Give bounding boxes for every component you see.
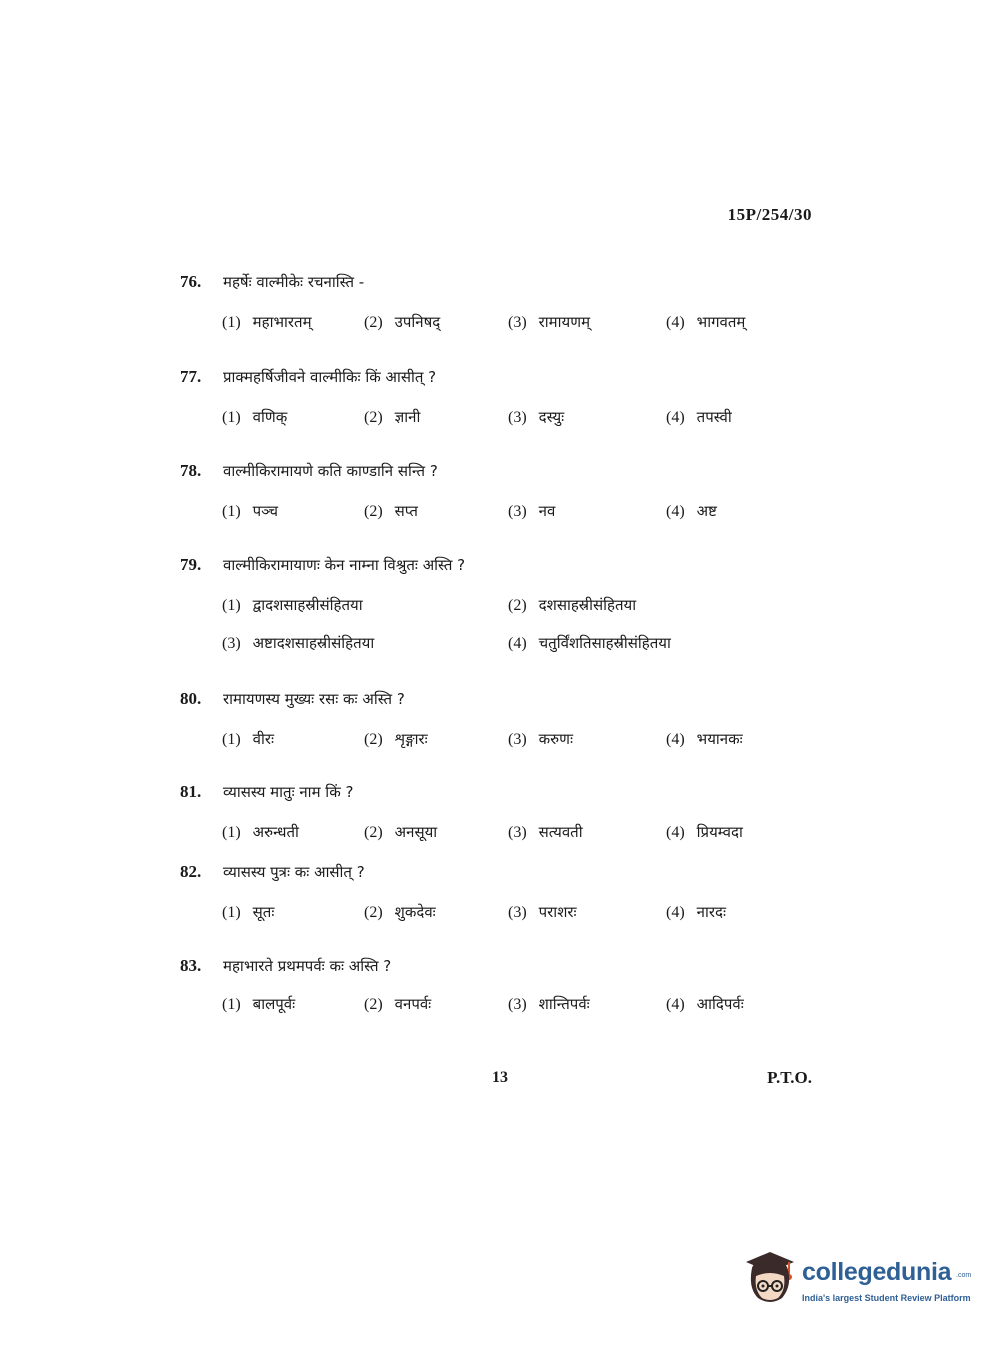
question-77	[180, 367, 820, 426]
option-number: (1)	[222, 409, 241, 426]
question-76	[180, 272, 820, 331]
option-2	[508, 595, 636, 615]
question-text: वाल्मीकिरामायाणः केन नाम्ना विश्रुतः अस्ति ?	[223, 556, 466, 574]
option-1	[222, 407, 287, 427]
option-2	[364, 902, 436, 922]
option-number: (2)	[364, 996, 383, 1013]
option-3	[508, 501, 555, 521]
option-2	[364, 994, 431, 1014]
option-text: वनपर्वः	[394, 995, 432, 1013]
option-number: (3)	[222, 635, 241, 652]
question-number: 78.	[180, 461, 202, 480]
option-text: आदिपर्वः	[696, 995, 744, 1013]
option-3	[508, 822, 583, 842]
option-number: (2)	[364, 824, 383, 841]
option-text: दस्युः	[538, 408, 565, 426]
option-text: उपनिषद्	[394, 313, 441, 331]
option-3	[222, 633, 374, 653]
option-number: (2)	[364, 409, 383, 426]
option-text: नव	[538, 502, 556, 520]
question-81	[180, 782, 820, 841]
option-text: अनसूया	[394, 823, 438, 841]
option-number: (4)	[666, 409, 685, 426]
question-number: 82.	[180, 862, 202, 881]
option-number: (4)	[666, 904, 685, 921]
brand-suffix: .com	[956, 1272, 972, 1279]
option-text: करुणः	[538, 730, 574, 748]
option-number: (2)	[364, 731, 383, 748]
option-text: ज्ञानी	[394, 408, 421, 426]
option-4	[666, 501, 717, 521]
question-79	[180, 555, 820, 652]
option-number: (1)	[222, 996, 241, 1013]
option-text: तपस्वी	[696, 408, 732, 426]
option-1	[222, 595, 363, 615]
option-text: महाभारतम्	[252, 313, 312, 331]
question-text: वाल्मीकिरामायणे कति काण्डानि सन्ति ?	[223, 462, 438, 480]
option-3	[508, 902, 577, 922]
question-number: 80.	[180, 689, 202, 708]
question-number: 76.	[180, 272, 202, 291]
option-3	[508, 407, 564, 427]
option-4	[666, 822, 743, 842]
option-number: (3)	[508, 904, 527, 921]
question-82	[180, 862, 820, 921]
option-3	[508, 312, 590, 332]
option-4	[666, 902, 726, 922]
option-text: अष्टादशसाहस्रीसंहितया	[252, 634, 375, 652]
option-number: (3)	[508, 409, 527, 426]
question-text: व्यासस्य मातुः नाम किं ?	[223, 783, 354, 801]
option-number: (2)	[364, 314, 383, 331]
page-number: 13	[492, 1069, 508, 1086]
option-2	[364, 407, 420, 427]
question-number: 81.	[180, 782, 202, 801]
mascot-graduate-icon	[742, 1250, 798, 1308]
brand-name: collegedunia	[802, 1258, 952, 1286]
option-text: पञ्च	[252, 502, 279, 520]
option-1	[222, 994, 295, 1014]
option-number: (3)	[508, 731, 527, 748]
option-number: (3)	[508, 824, 527, 841]
option-number: (3)	[508, 996, 527, 1013]
question-number: 83.	[180, 956, 202, 975]
option-number: (4)	[508, 635, 527, 652]
option-text: सूतः	[252, 903, 275, 921]
option-number: (4)	[666, 824, 685, 841]
question-83	[180, 956, 820, 1013]
option-number: (4)	[666, 503, 685, 520]
option-number: (2)	[364, 904, 383, 921]
option-text: नारदः	[696, 903, 726, 921]
option-text: अरुन्धती	[252, 823, 299, 841]
option-3	[508, 729, 573, 749]
option-number: (2)	[364, 503, 383, 520]
option-number: (3)	[508, 503, 527, 520]
option-number: (1)	[222, 731, 241, 748]
option-4	[666, 729, 743, 749]
question-text: रामायणस्य मुख्यः रसः कः अस्ति ?	[223, 690, 405, 708]
option-number: (4)	[666, 731, 685, 748]
option-4	[666, 312, 745, 332]
question-text: महाभारते प्रथमपर्वः कः अस्ति ?	[223, 957, 392, 975]
question-number: 77.	[180, 367, 202, 386]
option-4	[666, 407, 732, 427]
option-number: (1)	[222, 503, 241, 520]
option-text: चतुर्विंशतिसाहस्रीसंहितया	[538, 634, 671, 652]
option-1	[222, 312, 312, 332]
option-number: (3)	[508, 314, 527, 331]
option-text: द्वादशसाहस्रीसंहितया	[252, 596, 363, 614]
question-text: प्राक्महर्षिजीवने वाल्मीकिः किं आसीत् ?	[223, 368, 437, 386]
option-1	[222, 729, 274, 749]
option-1	[222, 902, 274, 922]
option-2	[364, 822, 437, 842]
option-1	[222, 501, 278, 521]
option-text: बालपूर्वः	[252, 995, 296, 1013]
option-2	[364, 729, 428, 749]
option-number: (1)	[222, 824, 241, 841]
option-4	[508, 633, 671, 653]
option-text: शुकदेवः	[394, 903, 436, 921]
option-text: वणिक्	[252, 408, 288, 426]
option-number: (1)	[222, 904, 241, 921]
option-text: दशसाहस्रीसंहितया	[538, 596, 637, 614]
option-4	[666, 994, 744, 1014]
option-text: भागवतम्	[696, 313, 746, 331]
option-text: भयानकः	[696, 730, 743, 748]
option-number: (2)	[508, 597, 527, 614]
brand-tagline: India's largest Student Review Platform	[802, 1293, 971, 1303]
question-number: 79.	[180, 555, 202, 574]
option-number: (1)	[222, 314, 241, 331]
question-text: महर्षेः वाल्मीकेः रचनास्ति -	[223, 273, 365, 291]
option-text: अष्ट	[696, 502, 717, 520]
option-number: (1)	[222, 597, 241, 614]
option-2	[364, 501, 418, 521]
option-text: रामायणम्	[538, 313, 591, 331]
option-text: प्रियम्वदा	[696, 823, 743, 841]
option-number: (4)	[666, 996, 685, 1013]
question-80	[180, 689, 820, 748]
question-78	[180, 461, 820, 520]
option-text: शान्तिपर्वः	[538, 995, 590, 1013]
option-text: सप्त	[394, 502, 418, 520]
collegedunia-watermark[interactable]	[742, 1250, 972, 1310]
option-3	[508, 994, 590, 1014]
option-text: वीरः	[252, 730, 275, 748]
option-number: (4)	[666, 314, 685, 331]
option-text: सत्यवती	[538, 823, 583, 841]
option-1	[222, 822, 299, 842]
question-text: व्यासस्य पुत्रः कः आसीत् ?	[223, 863, 365, 881]
pto-label: P.T.O.	[767, 1068, 812, 1087]
option-2	[364, 312, 440, 332]
option-text: पराशरः	[538, 903, 577, 921]
paper-code: 15P/254/30	[727, 205, 812, 224]
option-text: शृङ्गारः	[394, 730, 428, 748]
